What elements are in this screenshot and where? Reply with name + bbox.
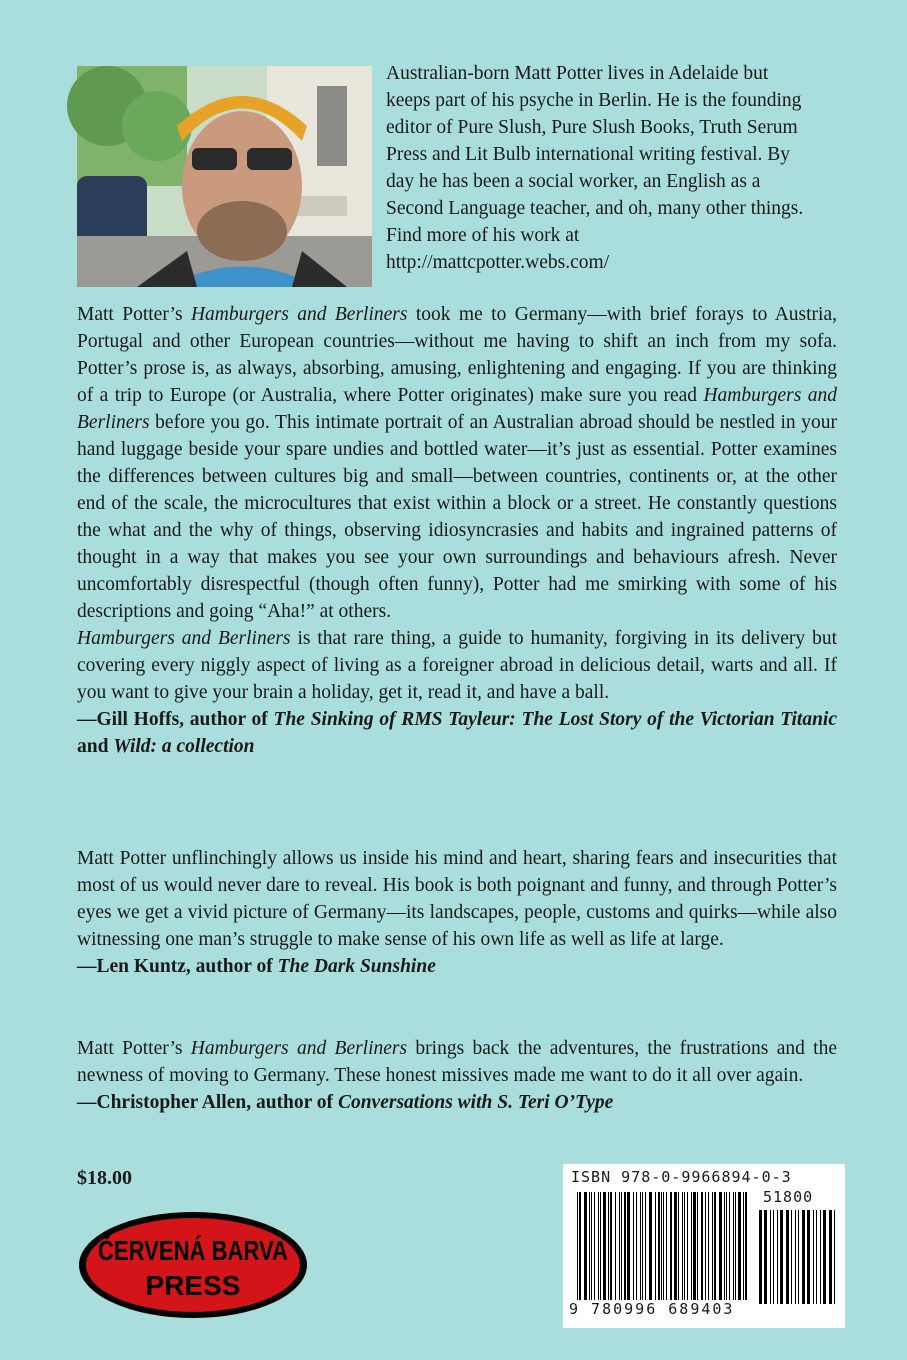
barcode-bar: [584, 1192, 587, 1300]
barcode-bar: [726, 1192, 727, 1300]
barcode-bar: [697, 1192, 698, 1300]
price-bar: [759, 1210, 762, 1304]
book-title: Hamburgers and Berliners: [77, 385, 837, 433]
price-bar: [780, 1210, 783, 1304]
barcode-bar: [666, 1192, 667, 1300]
barcode-bar: [738, 1192, 741, 1300]
isbn-text: ISBN 978-0-9966894-0-3: [571, 1168, 792, 1186]
barcode-bar: [591, 1192, 592, 1300]
price-bar: [813, 1210, 814, 1304]
barcode-bar: [610, 1192, 612, 1300]
barcode-bar: [633, 1192, 634, 1300]
barcode-bar: [743, 1192, 744, 1300]
barcode-bar: [658, 1192, 660, 1300]
barcode-bar: [603, 1192, 606, 1300]
barcode-bar: [598, 1192, 599, 1300]
barcode-bar: [670, 1192, 672, 1300]
price-bar: [829, 1210, 832, 1304]
price-bar: [798, 1210, 799, 1304]
barcode-digits: 9 780996 689403: [569, 1300, 735, 1318]
author-photo: [77, 66, 372, 287]
barcode-bar: [729, 1192, 730, 1300]
barcode-bar: [701, 1192, 703, 1300]
price-bar: [795, 1210, 796, 1304]
barcode-bar: [579, 1192, 581, 1300]
review-kuntz-attribution: —Len Kuntz, author of The Dark Sunshine: [77, 956, 436, 977]
barcode-bar: [705, 1192, 706, 1300]
barcode-bar: [678, 1192, 679, 1300]
barcode-bar: [724, 1192, 725, 1300]
price-bar: [773, 1210, 774, 1304]
review-allen: [77, 1035, 837, 1116]
barcode-bar: [624, 1192, 626, 1300]
review-kuntz: [77, 845, 837, 980]
barcode-bar: [684, 1192, 685, 1300]
review-allen-attribution: —Christopher Allen, author of Conversations with S. Teri O’Type: [77, 1092, 614, 1113]
barcode-bar: [745, 1192, 747, 1300]
isbn-barcode: [563, 1164, 845, 1328]
review-kuntz-text: Matt Potter unflinchingly allows us inside his mind and heart, sharing fears and insecurities that most of us would never dare to reveal. His book is both poignant and funny, and through Potter’s eyes we get a vivid picture of Germany—its landscapes, people, customs and quirks—while also witnessing one man’s struggle to make sense of his own life as well as life at large.: [77, 848, 837, 950]
barcode-bar: [687, 1192, 688, 1300]
barcode-bar: [645, 1192, 646, 1300]
barcode-bar: [640, 1192, 641, 1300]
barcode-bar: [655, 1192, 656, 1300]
review-hoffs-paragraph-2: Hamburgers and Berliners is that rare thing, a guide to humanity, forgiving in its delivery but covering every niggly aspect of living as a foreigner abroad in delicious detail, warts and all. If you want to give your brain a holiday, get it, read it, and have a ball.: [77, 628, 837, 703]
book-title: Hamburgers and Berliners: [77, 628, 291, 649]
barcode-bar: [608, 1192, 609, 1300]
price: $18.00: [77, 1167, 132, 1189]
review-hoffs-paragraph-1: Matt Potter’s Hamburgers and Berliners took me to Germany—with brief forays to Austria, Portugal and other European countries—without me having to shift an inch from my sofa. Potter’s prose is, as always, absorbing, amusing, enlightening and engaging. If you are thinking of a trip to Europe (or Australia, where Potter originates) make sure you read Hamburgers and Berliners before you go. This intimate portrait of an Australian abroad should be nestled in your hand luggage beside your spare undies and bottled water—it’s just as essential. Potter examines the differences between cultures big and small—between countries, continents or, at the other end of the scale, the microcultures that exist within a block or a street. He constantly questions the what and the why of things, observing idiosyncrasies and habits and ingrained patterns of thought in a way that makes you see your own surroundings and behaviours afresh. Never uncomfortably disrespectful (though often funny), Potter had me smirking with some of his descriptions and going “Aha!” at others.: [77, 304, 837, 622]
barcode-bar: [577, 1192, 578, 1300]
barcode-bar: [619, 1192, 620, 1300]
barcode-bar: [663, 1192, 664, 1300]
barcode-bar: [661, 1192, 662, 1300]
barcode-bar: [621, 1192, 622, 1300]
barcode-bar: [714, 1192, 716, 1300]
price-bar: [807, 1210, 810, 1304]
price-bar: [791, 1210, 792, 1304]
publisher-logo-line1: ČERVENÁ BARVA: [98, 1235, 340, 1266]
price-bar: [802, 1210, 805, 1304]
barcode-bar: [674, 1192, 677, 1300]
price-bar: [820, 1210, 821, 1304]
price-bar: [834, 1210, 835, 1304]
barcode-bar: [712, 1192, 713, 1300]
barcode-bar: [600, 1192, 601, 1300]
barcode-bar: [735, 1192, 736, 1300]
barcode-bar: [693, 1192, 696, 1300]
barcode-bar: [733, 1192, 734, 1300]
price-bar: [770, 1210, 771, 1304]
barcode-bar: [649, 1192, 652, 1300]
review-hoffs: [77, 301, 837, 760]
price-bar: [777, 1210, 778, 1304]
barcode-bar: [708, 1192, 709, 1300]
review-allen-text: Matt Potter’s Hamburgers and Berliners brings back the adventures, the frustrations and the newness of moving to Germany. These honest missives made me want to do it all over again.: [77, 1038, 838, 1086]
barcode-bar: [627, 1192, 630, 1300]
publisher-logo: [77, 1210, 340, 1325]
barcode-bar: [594, 1192, 595, 1300]
book-title: Hamburgers and Berliners: [190, 1038, 408, 1059]
price-code-text: 51800: [763, 1188, 814, 1206]
price-bar: [764, 1210, 767, 1304]
barcode-bar: [615, 1192, 616, 1300]
price-bar: [786, 1210, 789, 1304]
barcode-bar: [636, 1192, 637, 1300]
barcode-bar: [691, 1192, 692, 1300]
price-bar: [816, 1210, 817, 1304]
author-bio: Australian-born Matt Potter lives in Adelaide but keeps part of his psyche in Berlin. He is the founding editor of Pure Slush, Pure Slush Books, Truth Serum Press and Lit Bulb international writing festival. By day he has been a social worker, an English as a Second Language teacher, and oh, many other things. Find more of his work at http://mattcpotter.webs.com/: [386, 63, 804, 273]
book-title: Hamburgers and Berliners: [190, 304, 408, 325]
barcode-bar: [682, 1192, 683, 1300]
barcode-bar: [719, 1192, 722, 1300]
publisher-logo-line2: PRESS: [145, 1270, 241, 1301]
barcode-bar: [642, 1192, 643, 1300]
price-bar: [823, 1210, 826, 1304]
barcode-bar: [589, 1192, 590, 1300]
review-hoffs-attribution: —Gill Hoffs, author of The Sinking of RMS Tayleur: The Lost Story of the Victorian Titanic and Wild: a collection: [77, 709, 837, 757]
